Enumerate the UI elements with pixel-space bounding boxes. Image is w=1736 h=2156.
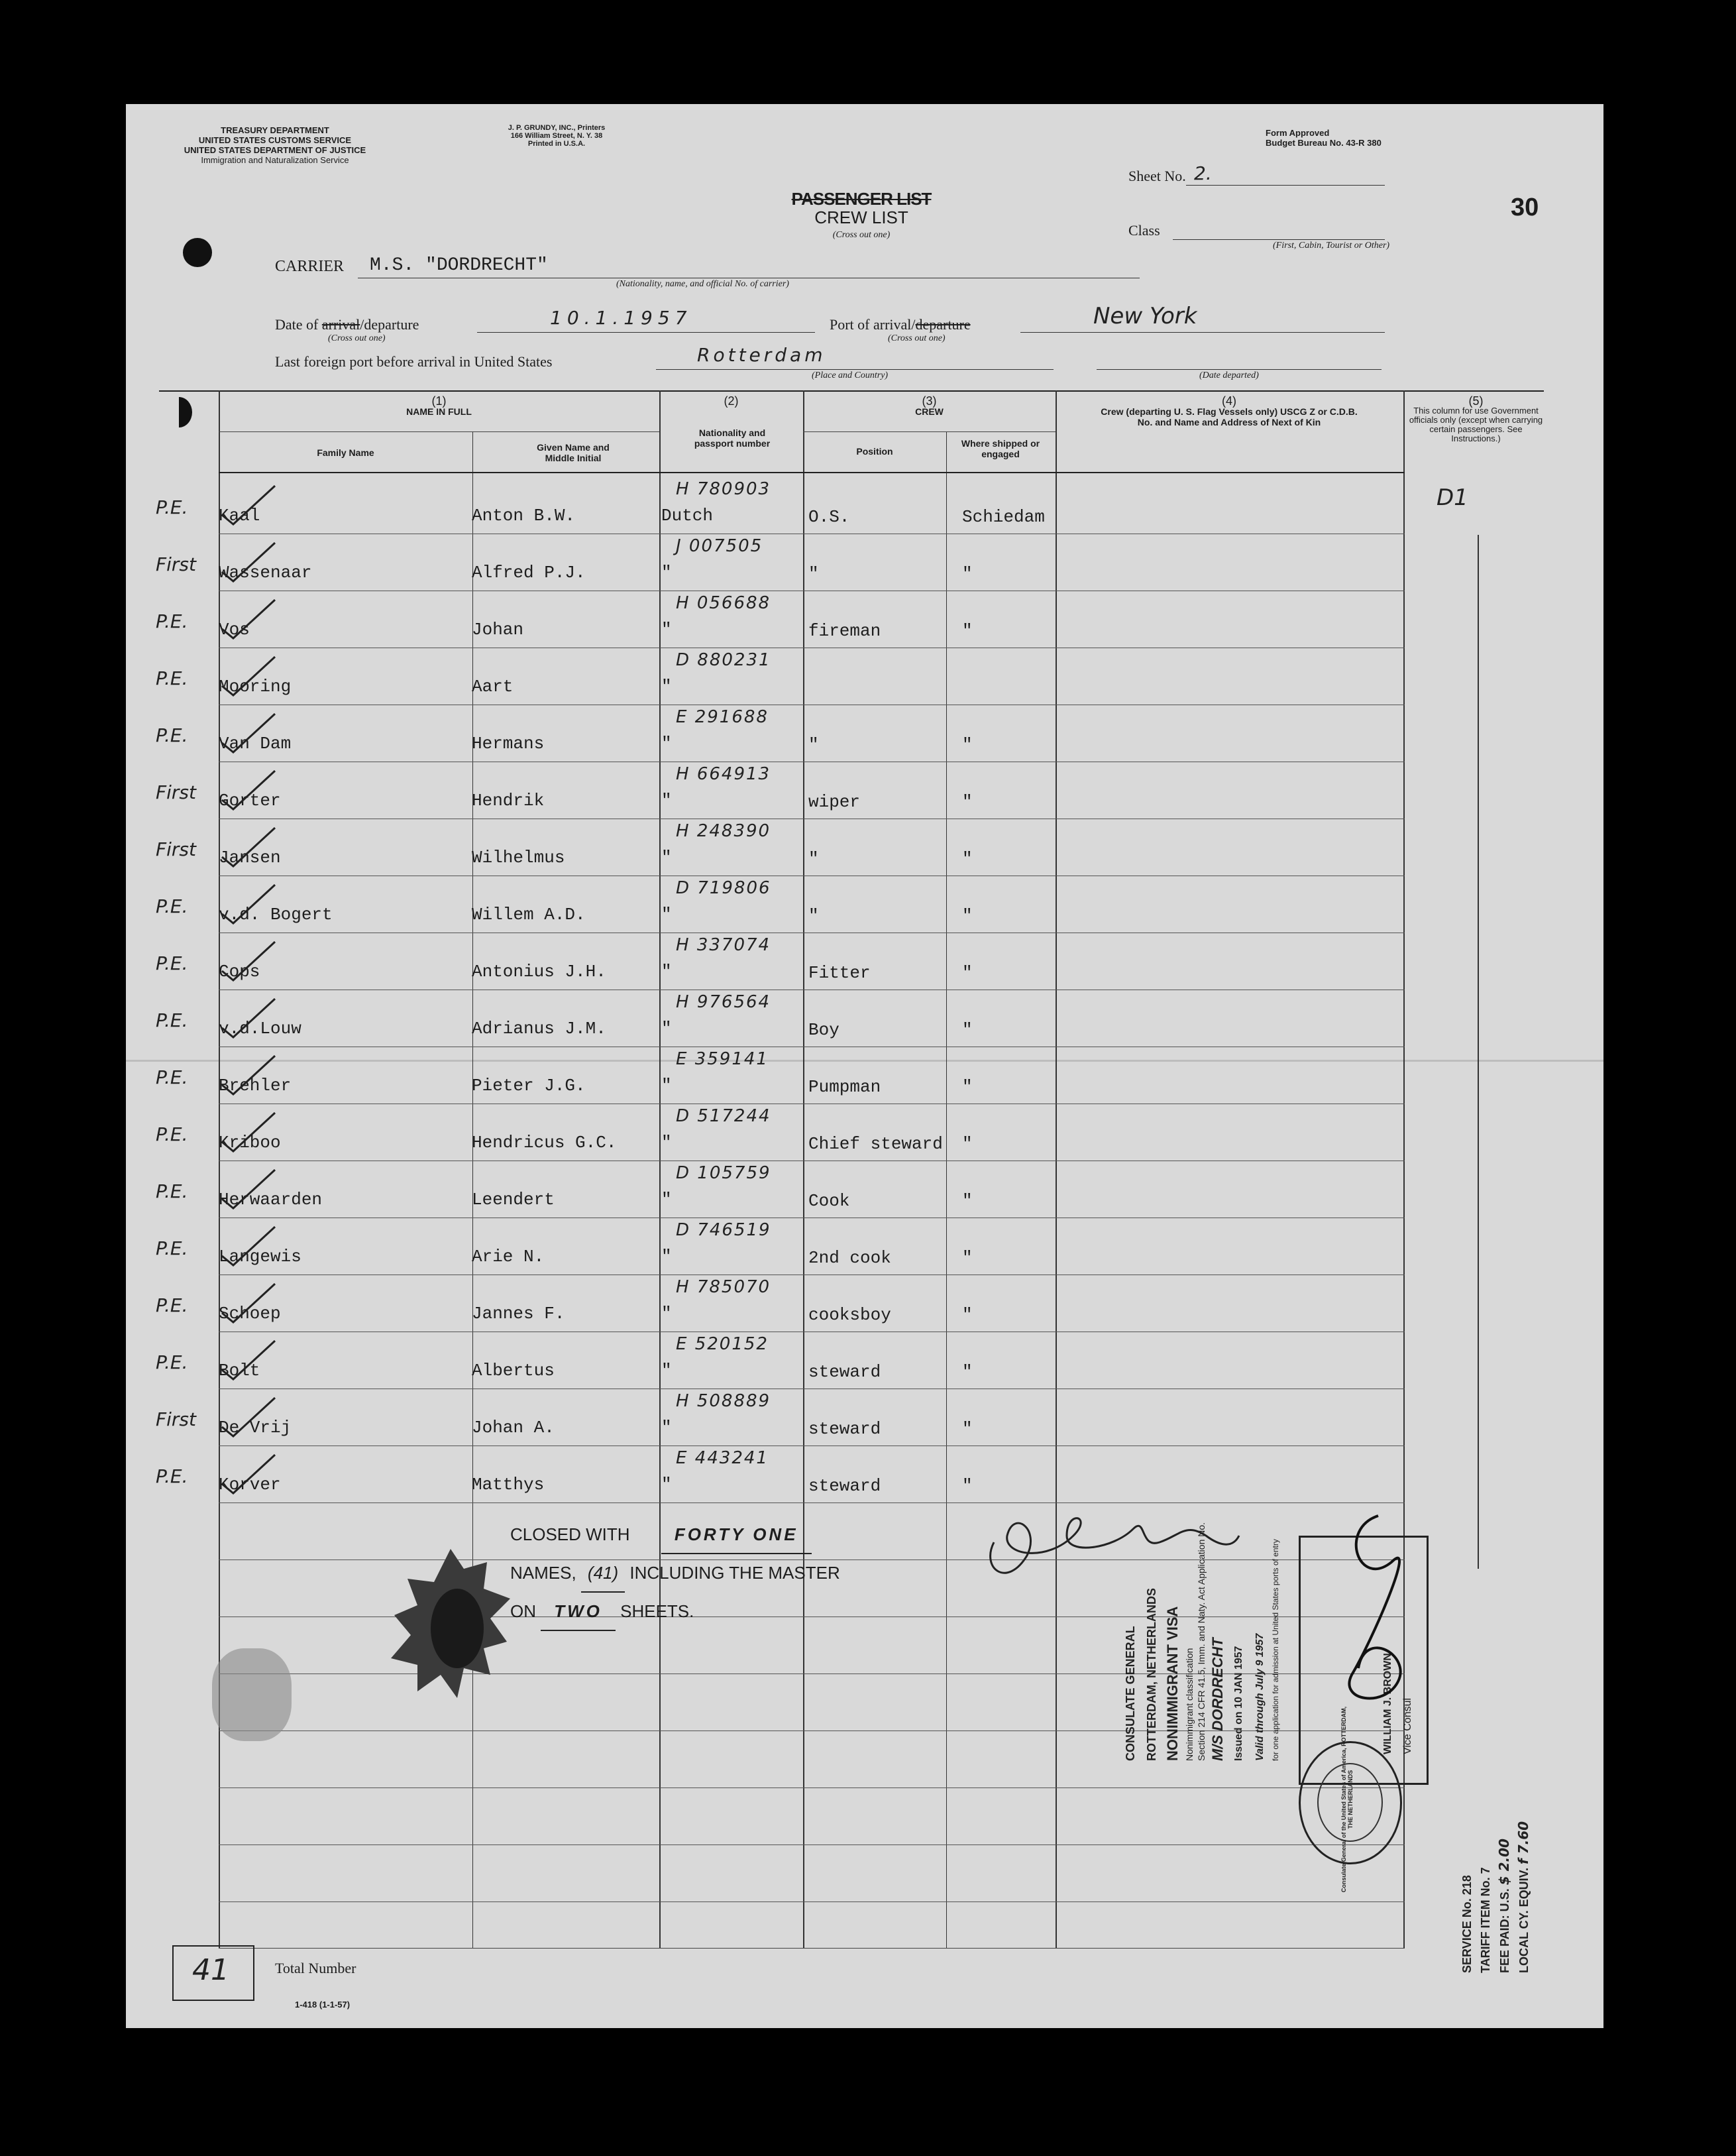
check-mark-icon — [219, 654, 298, 701]
list-title-struck — [775, 189, 948, 209]
punch-hole-half — [166, 397, 192, 427]
carrier-value: M.S. "DORDRECHT" — [370, 255, 548, 276]
where-shipped: " — [962, 1077, 973, 1097]
nationality: " — [661, 563, 672, 583]
closing-line-2 — [510, 1554, 840, 1593]
col4-text: Crew (departing U. S. Flag Vessels only) USCG Z or C.D.B. No. and Name and Address of Next of Kin — [1101, 406, 1358, 427]
check-mark-icon — [219, 1167, 298, 1214]
nationality: " — [661, 1418, 672, 1438]
vice-consul-title: Vice Consul — [1402, 1697, 1413, 1754]
total-value: 41 — [192, 1953, 229, 1987]
row-mark: P.E. — [156, 1180, 188, 1202]
table-row — [126, 1389, 1603, 1446]
position: Pumpman — [808, 1077, 881, 1097]
embossed-seal — [384, 1542, 517, 1715]
nationality: " — [661, 962, 672, 982]
row-mark: First — [156, 553, 196, 575]
col1-number: (1) — [431, 394, 447, 408]
nationality: " — [661, 1076, 672, 1096]
given-name: Jannes F. — [472, 1304, 565, 1324]
class-label: Class — [1128, 222, 1160, 239]
given-name: Antonius J.H. — [472, 962, 606, 982]
where-shipped: " — [962, 963, 973, 983]
last-port-value: Rotterdam — [697, 344, 826, 366]
row-rule — [219, 1844, 1405, 1845]
port-value: New York — [1093, 303, 1197, 329]
check-mark-icon — [219, 825, 298, 872]
family-name: Jansen — [219, 848, 281, 868]
agency-line: UNITED STATES CUSTOMS SERVICE — [198, 135, 352, 145]
table-row — [126, 1332, 1603, 1389]
where-header: Where shipped or engaged — [961, 438, 1040, 459]
passport-number: H 780903 — [676, 479, 771, 499]
row-rule — [219, 1787, 1405, 1788]
table-row — [126, 876, 1603, 933]
local-currency-label: LOCAL CY. EQUIV. — [1517, 1867, 1531, 1973]
agency-block — [146, 125, 404, 165]
table-row — [126, 1275, 1603, 1332]
visa-line: Nonimmigrant classification — [1184, 1648, 1195, 1761]
form-number: 1-418 (1-1-57) — [295, 2000, 351, 2010]
agency-line: Immigration and Naturalization Service — [201, 155, 349, 165]
position: steward — [808, 1419, 881, 1439]
table-row — [126, 591, 1603, 648]
where-shipped: " — [962, 792, 973, 812]
check-mark-icon — [219, 939, 298, 986]
page-number: 30 — [1511, 194, 1539, 221]
given-name: Pieter J.G. — [472, 1076, 586, 1096]
table-row — [126, 1104, 1603, 1161]
family-name: v.d. Bogert — [219, 905, 333, 925]
passport-number: H 976564 — [676, 992, 771, 1012]
family-name: Van Dam — [219, 734, 292, 754]
closing-count-number: (41) — [581, 1554, 625, 1593]
check-mark-icon — [219, 597, 298, 644]
passport-number: J 007505 — [676, 536, 763, 556]
passport-number: E 443241 — [676, 1448, 769, 1468]
fee-paid-label: FEE PAID: U.S. — [1498, 1888, 1511, 1973]
visa-line: Section 214 CFR 41.5, Imm. and Naty. Act Application No. — [1196, 1522, 1207, 1761]
visa-line: M/S DORDRECHT — [1209, 1638, 1226, 1761]
col5-text: This column for use Government officials only (except when carrying certain passengers. See Instructions.) — [1409, 406, 1543, 443]
where-shipped: " — [962, 906, 973, 926]
row-mark: P.E. — [156, 1066, 188, 1088]
date-value: 10.1.1957 — [550, 307, 692, 329]
cross-out-note: (Cross out one) — [832, 230, 891, 240]
table-row — [126, 1161, 1603, 1218]
where-shipped: " — [962, 1305, 973, 1325]
carrier-label: CARRIER — [275, 258, 345, 275]
names-label: NAMES, — [510, 1563, 576, 1583]
ink-smudge — [212, 1648, 292, 1741]
nationality: " — [661, 1019, 672, 1039]
col1-header — [219, 396, 659, 417]
row-mark: First — [156, 1408, 196, 1430]
fee-line — [1495, 1821, 1514, 1973]
fee-paid-value: $ 2.00 — [1496, 1839, 1512, 1886]
nationality: Dutch — [661, 506, 714, 526]
officer-signature — [1299, 1509, 1431, 1748]
nationality: " — [661, 677, 672, 697]
table-row — [126, 933, 1603, 990]
passport-number: E 520152 — [676, 1334, 769, 1354]
closing-line-1 — [510, 1516, 840, 1554]
table-row — [126, 705, 1603, 762]
given-name: Anton B.W. — [472, 506, 576, 526]
given-name: Alfred P.J. — [472, 563, 586, 583]
family-name: Herwaarden — [219, 1190, 323, 1210]
row-mark: First — [156, 838, 196, 860]
row-mark: P.E. — [156, 1351, 188, 1373]
nationality: " — [661, 734, 672, 754]
where-shipped: " — [962, 1191, 973, 1211]
closing-statement — [510, 1516, 840, 1631]
table-row — [126, 1446, 1603, 1503]
position: steward — [808, 1362, 881, 1382]
tariff-item-label: TARIFF ITEM No. 7 — [1479, 1867, 1492, 1973]
row-mark: First — [156, 781, 196, 803]
manifest-sheet — [126, 104, 1603, 2028]
col2-header — [659, 396, 803, 406]
given-name: Wilhelmus — [472, 848, 565, 868]
passport-number: H 664913 — [676, 764, 771, 784]
position: fireman — [808, 621, 881, 641]
nationality: " — [661, 905, 672, 925]
agency-line: TREASURY DEPARTMENT — [221, 125, 329, 135]
table-top-border — [159, 390, 1544, 392]
table-row — [126, 1047, 1603, 1104]
family-name: Vos — [219, 620, 250, 640]
given-name: Johan — [472, 620, 524, 640]
row-mark: P.E. — [156, 496, 188, 518]
date-departed-note: (Date departed) — [1199, 370, 1259, 380]
printer-line: 166 William Street, N. Y. 38 — [510, 132, 603, 140]
where-shipped: " — [962, 1362, 973, 1382]
table-row — [126, 648, 1603, 705]
row-mark: P.E. — [156, 1123, 188, 1145]
family-name: Gorter — [219, 791, 281, 811]
col4-header — [1067, 396, 1391, 427]
position: " — [808, 906, 819, 926]
position: cooksboy — [808, 1305, 891, 1325]
where-shipped: Schiedam — [962, 507, 1045, 527]
check-mark-icon — [219, 1395, 298, 1442]
row-rule — [219, 1901, 1405, 1902]
where-shipped: " — [962, 1134, 973, 1154]
given-name: Johan A. — [472, 1418, 555, 1438]
passport-number: H 248390 — [676, 821, 771, 841]
date-departed-underline — [1097, 369, 1382, 370]
position: 2nd cook — [808, 1248, 891, 1268]
check-mark-icon — [219, 540, 298, 587]
class-underline — [1173, 239, 1385, 240]
table-bottom-border — [219, 1948, 1405, 1949]
on-label: ON — [510, 1601, 536, 1621]
table-row — [126, 534, 1603, 591]
visa-line: ROTTERDAM, NETHERLANDS — [1145, 1588, 1158, 1761]
nationality: " — [661, 848, 672, 868]
family-header: Family Name — [317, 447, 374, 458]
where-shipped: " — [962, 564, 973, 584]
local-currency-value: f 7.60 — [1515, 1821, 1531, 1864]
nationality: " — [661, 1304, 672, 1324]
check-mark-icon — [219, 1338, 298, 1385]
given-name: Hermans — [472, 734, 545, 754]
row-mark: P.E. — [156, 1465, 188, 1487]
row-mark: P.E. — [156, 895, 188, 917]
passport-number: H 056688 — [676, 593, 771, 613]
where-shipped: " — [962, 1020, 973, 1040]
crew-title: CREW — [915, 406, 944, 417]
check-mark-icon — [219, 768, 298, 815]
list-title: CREW LIST — [814, 207, 908, 227]
row-mark: P.E. — [156, 1237, 188, 1259]
family-name: Kaal — [219, 506, 260, 526]
where-shipped: " — [962, 621, 973, 641]
passport-number: D 719806 — [676, 878, 771, 898]
fee-line — [1476, 1821, 1495, 1973]
nationality: " — [661, 1475, 672, 1495]
printer-line: Printed in U.S.A. — [527, 140, 586, 148]
sheets-text: SHEETS. — [620, 1601, 694, 1621]
subheader-line — [219, 431, 659, 432]
position: " — [808, 735, 819, 755]
check-mark-icon — [219, 483, 298, 530]
subheader-line-crew — [803, 431, 1056, 432]
visa-line: for one application for admission at United States ports of entry — [1271, 1539, 1280, 1761]
table-row — [126, 990, 1603, 1047]
check-mark-icon — [219, 996, 298, 1043]
class-note: (First, Cabin, Tourist or Other) — [1273, 241, 1390, 251]
table-row — [126, 1218, 1603, 1275]
fee-stamp — [1458, 1821, 1533, 1973]
family-name: Mooring — [219, 677, 292, 697]
position: " — [808, 849, 819, 869]
table-row — [126, 762, 1603, 819]
port-underline — [1020, 332, 1385, 333]
fee-line — [1458, 1821, 1476, 1973]
including-master-text: INCLUDING THE MASTER — [629, 1563, 840, 1583]
passport-number: E 359141 — [676, 1049, 769, 1069]
header-bottom — [219, 472, 1405, 473]
given-name: Leendert — [472, 1190, 555, 1210]
check-mark-icon — [219, 711, 298, 758]
date-underline — [477, 332, 815, 333]
position: Fitter — [808, 963, 871, 983]
check-mark-icon — [219, 1281, 298, 1328]
visa-line: Valid through July 9 1957 — [1254, 1633, 1266, 1761]
consular-seal-text: Consulate General of the United States of America, ROTTERDAM, THE NETHERLANDS — [1340, 1706, 1354, 1893]
port-cross-note: (Cross out one) — [888, 333, 946, 343]
sheet-underline — [1186, 185, 1385, 186]
printer-block — [470, 124, 643, 148]
given-name: Arie N. — [472, 1247, 545, 1267]
given-name: Adrianus J.M. — [472, 1019, 606, 1039]
closing-line-3 — [510, 1593, 840, 1631]
consular-seal — [1299, 1706, 1402, 1893]
sheet-label: Sheet No. — [1128, 168, 1186, 184]
given-name: Albertus — [472, 1361, 555, 1381]
family-name: Wassenaar — [219, 563, 312, 583]
position: Boy — [808, 1020, 840, 1040]
gov-column-mark: D1 — [1437, 484, 1468, 511]
sheets-count: TWO — [541, 1593, 616, 1631]
passport-number: D 105759 — [676, 1163, 771, 1183]
row-mark: P.E. — [156, 610, 188, 632]
position: " — [808, 564, 819, 584]
last-port-label: Last foreign port before arrival in United States — [275, 353, 553, 370]
printer-line: J. P. GRUNDY, INC., Printers — [508, 124, 606, 132]
passport-number: E 291688 — [676, 707, 769, 727]
check-mark-icon — [219, 882, 298, 929]
total-label: Total Number — [275, 1960, 356, 1976]
check-mark-icon — [219, 1053, 298, 1100]
family-name: Kriboo — [219, 1133, 281, 1153]
col3-number: (3) — [922, 394, 937, 408]
given-header: Given Name and Middle Initial — [537, 442, 610, 463]
family-name: De Vrij — [219, 1418, 292, 1438]
where-shipped: " — [962, 849, 973, 869]
position-header: Position — [856, 446, 893, 457]
family-name: Schoep — [219, 1304, 281, 1324]
col3-header — [803, 396, 1056, 417]
nationality: " — [661, 1190, 672, 1210]
punch-hole — [183, 238, 212, 267]
family-name: Langewis — [219, 1247, 301, 1267]
family-name: Korver — [219, 1475, 281, 1495]
port-label: Port of arrival/departure — [830, 316, 971, 333]
passport-number: D 880231 — [676, 650, 771, 670]
table-row — [126, 819, 1603, 876]
family-name: v.d.Louw — [219, 1019, 301, 1039]
check-mark-icon — [219, 1452, 298, 1499]
row-mark: P.E. — [156, 724, 188, 746]
service-no-label: SERVICE No. 218 — [1460, 1875, 1474, 1973]
given-name: Hendricus G.C. — [472, 1133, 617, 1153]
given-name: Aart — [472, 677, 514, 697]
nationality: " — [661, 1133, 672, 1153]
row-mark: P.E. — [156, 952, 188, 974]
visa-line: Issued on 10 JAN 1957 — [1233, 1646, 1244, 1761]
date-cross-note: (Cross out one) — [328, 333, 386, 343]
position: O.S. — [808, 507, 850, 527]
nationality: " — [661, 791, 672, 811]
passport-number: D 746519 — [676, 1220, 771, 1240]
table-row — [126, 477, 1603, 534]
place-country-note: (Place and Country) — [812, 370, 889, 380]
passport-number: H 508889 — [676, 1391, 771, 1411]
passport-number: D 517244 — [676, 1106, 771, 1126]
carrier-note: (Nationality, name, and official No. of carrier) — [616, 279, 789, 289]
closing-count-words: FORTY ONE — [661, 1516, 812, 1554]
date-label: Date of arrival/departure — [275, 316, 419, 333]
vice-consul-name: WILLIAM J. BROWN — [1382, 1653, 1393, 1754]
family-name: Brehler — [219, 1076, 292, 1096]
position: wiper — [808, 792, 861, 812]
row-mark: P.E. — [156, 1294, 188, 1316]
row-mark: P.E. — [156, 1009, 188, 1031]
position: Chief steward — [808, 1134, 943, 1154]
given-name: Willem A.D. — [472, 905, 586, 925]
check-mark-icon — [219, 1110, 298, 1157]
agency-line: UNITED STATES DEPARTMENT OF JUSTICE — [184, 145, 366, 155]
nationality: " — [661, 1361, 672, 1381]
given-name: Hendrik — [472, 791, 545, 811]
col4-number: (4) — [1222, 394, 1236, 408]
col5-header — [1408, 396, 1544, 443]
visa-line: NONIMMIGRANT VISA — [1164, 1606, 1181, 1761]
passport-number: H 337074 — [676, 935, 771, 955]
nationality-header: Nationality and passport number — [694, 427, 771, 449]
fee-line — [1514, 1821, 1533, 1973]
sheet-value: 2. — [1194, 162, 1212, 184]
last-port-underline — [656, 369, 1054, 370]
nationality: " — [661, 1247, 672, 1267]
row-mark: P.E. — [156, 667, 188, 689]
col1-title: NAME IN FULL — [406, 406, 472, 417]
approval-line: Form Approved — [1266, 128, 1330, 138]
approval-line: Budget Bureau No. 43-R 380 — [1266, 138, 1382, 148]
visa-line: CONSULATE GENERAL — [1124, 1626, 1137, 1761]
where-shipped: " — [962, 735, 973, 755]
col2-number: (2) — [724, 394, 739, 408]
where-shipped: " — [962, 1419, 973, 1439]
position: steward — [808, 1476, 881, 1496]
family-name: Bolt — [219, 1361, 260, 1381]
gov-column-bracket — [1478, 535, 1479, 1569]
where-shipped: " — [962, 1476, 973, 1496]
visa-stamp-text — [1120, 1522, 1280, 1761]
passport-number: H 785070 — [676, 1277, 771, 1297]
nationality: " — [661, 620, 672, 640]
passenger-list-struck: PASSENGER LIST — [791, 189, 932, 209]
given-name: Matthys — [472, 1475, 545, 1495]
where-shipped: " — [962, 1248, 973, 1268]
col5-number: (5) — [1468, 394, 1484, 408]
position: Cook — [808, 1191, 850, 1211]
approval-block — [1266, 128, 1438, 148]
check-mark-icon — [219, 1224, 298, 1271]
family-name: Cops — [219, 962, 260, 982]
closing-label: CLOSED WITH — [510, 1524, 630, 1544]
